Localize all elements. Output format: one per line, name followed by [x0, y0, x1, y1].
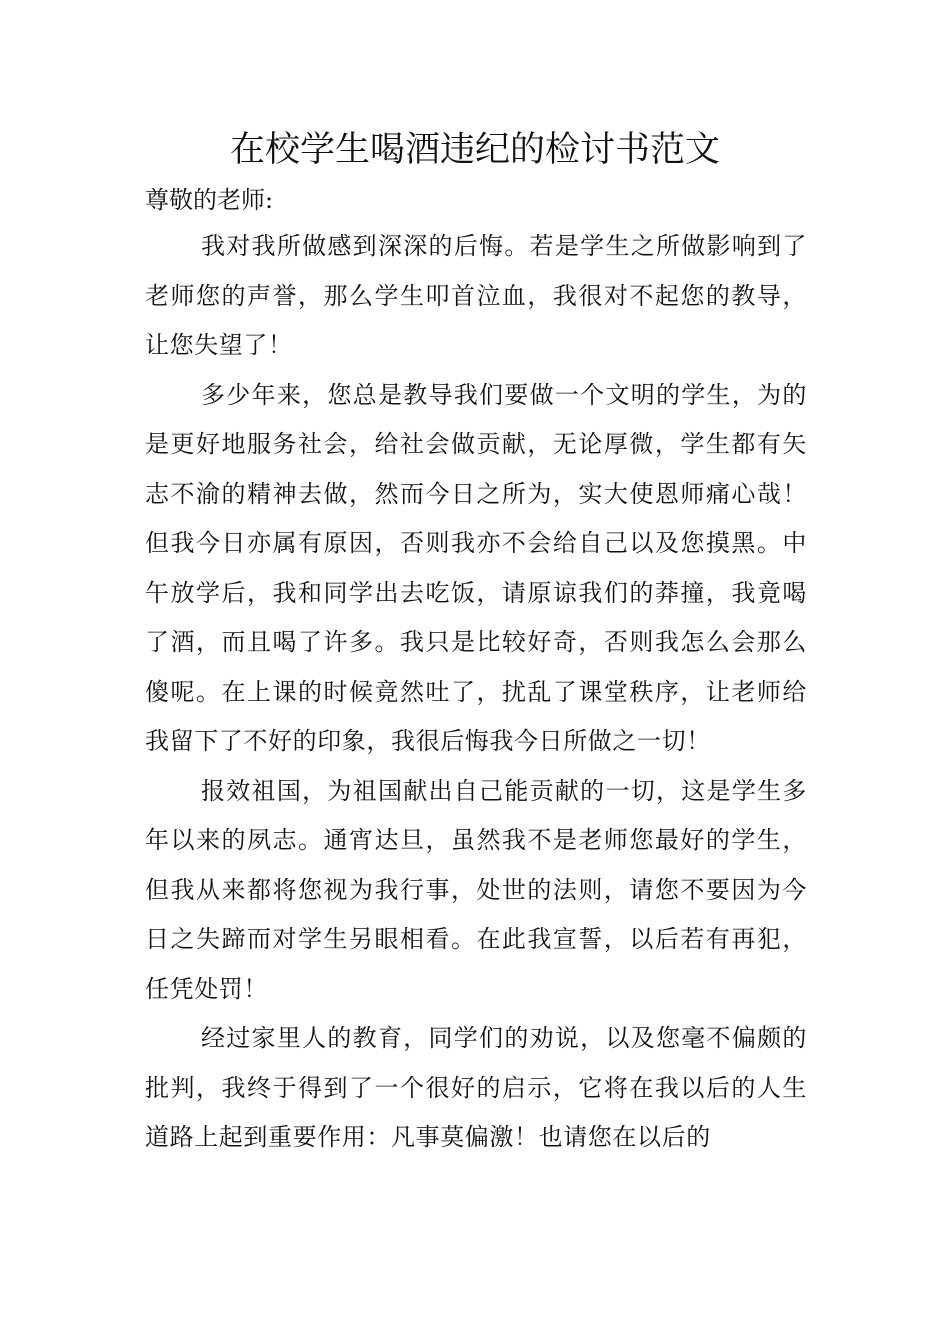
document-title: 在校学生喝酒违纪的检讨书范文 — [229, 130, 720, 170]
document-body — [145, 222, 807, 1163]
paragraph-1: 我对我所做感到深深的后悔。若是学生之所做影响到了老师您的声誉，那么学生叩首泣血，我很对不起您的教导，让您失望了！ — [145, 232, 807, 359]
paragraph-2: 多少年来，您总是教导我们要做一个文明的学生，为的是更好地服务社会，给社会做贡献，无论厚微，学生都有矢志不渝的精神去做，然而今日之所为，实大使恩师痛心哉！但我今日亦属有原因，否则我亦不会给自己以及您摸黑。中午放学后，我和同学出去吃饭，请原谅我们的莽撞，我竟喝了酒，而且喝了许多。我只是比较好奇，否则我怎么会那么傻呢。在上课的时候竟然吐了，扰乱了课堂秩序，让老师给我留下了不好的印象，我很后悔我今日所做之一切！ — [145, 380, 807, 755]
paragraph-4: 经过家里人的教育，同学们的劝说，以及您毫不偏颇的批判，我终于得到了一个很好的启示，它将在我以后的人生道路上起到重要作用：凡事莫偏激！也请您在以后的 — [145, 1024, 807, 1151]
paragraph-3: 报效祖国，为祖国献出自己能贡献的一切，这是学生多年以来的夙志。通宵达旦，虽然我不是老师您最好的学生，但我从来都将您视为我行事，处世的法则，请您不要因为今日之失蹄而对学生另眼相看。在此我宣誓，以后若有再犯，任凭处罚！ — [145, 776, 807, 1003]
salutation: 尊敬的老师: — [145, 186, 274, 214]
